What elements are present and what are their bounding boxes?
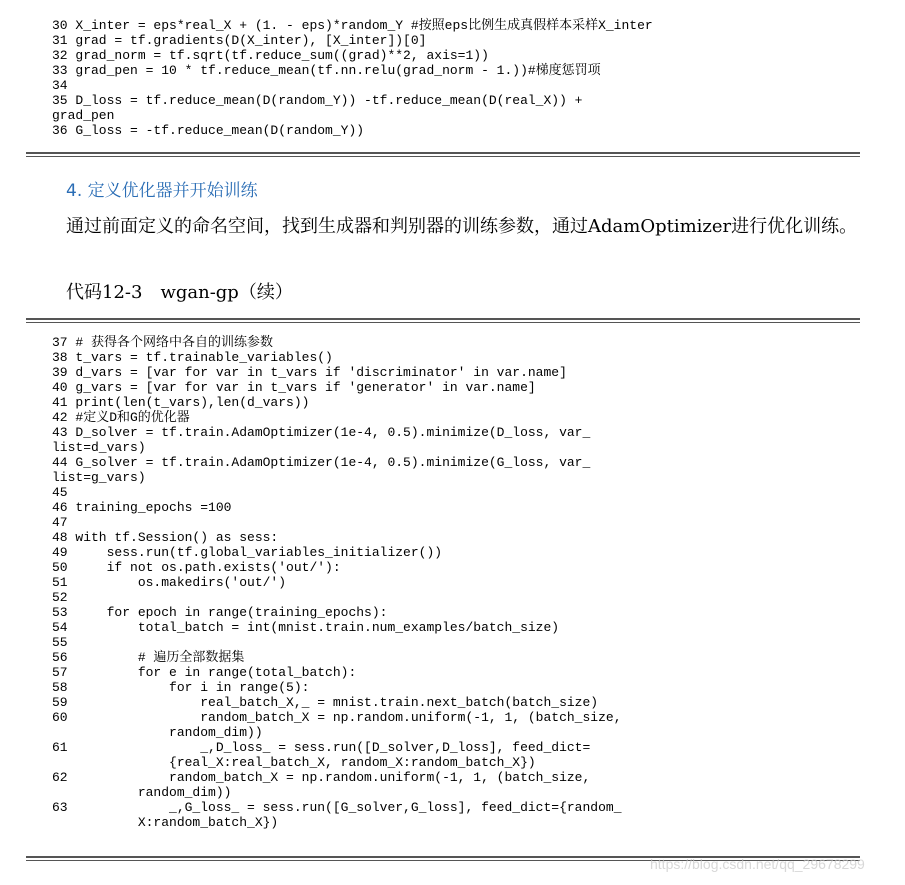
code-line: 39 d_vars = [var for var in t_vars if 'discriminator' in var.name] [52,365,567,380]
code-line: 50 if not os.path.exists('out/'): [52,560,341,575]
divider [26,322,860,323]
code-line: 44 G_solver = tf.train.AdamOptimizer(1e-4, 0.5).minimize(G_loss, var_ [52,455,591,470]
code-line: 43 D_solver = tf.train.AdamOptimizer(1e-4, 0.5).minimize(D_loss, var_ [52,425,591,440]
code-line: 35 D_loss = tf.reduce_mean(D(random_Y)) -tf.reduce_mean(D(real_X)) + [52,93,583,108]
code-caption: 代码12-3 wgan-gp（续） [66,282,293,303]
code-line: 33 grad_pen = 10 * tf.reduce_mean(tf.nn.relu(grad_norm - 1.))#梯度惩罚项 [52,63,601,78]
code-line: 49 sess.run(tf.global_variables_initializer()) [52,545,443,560]
code-line: 60 random_batch_X = np.random.uniform(-1, 1, (batch_size, [52,710,622,725]
code-line: 42 #定义D和G的优化器 [52,410,190,425]
code-line: list=g_vars) [52,470,146,485]
code-line: 31 grad = tf.gradients(D(X_inter), [X_inter])[0] [52,33,427,48]
code-line: 47 [52,515,68,530]
code-line: 51 os.makedirs('out/') [52,575,287,590]
code-line: 58 for i in range(5): [52,680,310,695]
code-line: random_dim)) [52,785,232,800]
divider [26,152,860,154]
code-line: X:random_batch_X}) [52,815,279,830]
code-line: 32 grad_norm = tf.sqrt(tf.reduce_sum((grad)**2, axis=1)) [52,48,489,63]
code-line: 40 g_vars = [var for var in t_vars if 'generator' in var.name] [52,380,536,395]
code-line: 55 [52,635,68,650]
code-line: 48 with tf.Session() as sess: [52,530,279,545]
code-block-2 [0,335,905,835]
code-line: 46 training_epochs =100 [52,500,232,515]
code-line: {real_X:real_batch_X, random_X:random_batch_X}) [52,755,536,770]
divider [26,318,860,320]
code-line: 34 [52,78,68,93]
code-block-1 [0,18,905,142]
code-line: random_dim)) [52,725,263,740]
divider [26,156,860,157]
code-line: 59 real_batch_X,_ = mnist.train.next_batch(batch_size) [52,695,599,710]
code-line: 53 for epoch in range(training_epochs): [52,605,388,620]
code-line: grad_pen [52,108,115,123]
section-heading: 4. 定义优化器并开始训练 [66,181,258,201]
code-line: 57 for e in range(total_batch): [52,665,357,680]
code-line: 61 _,D_loss_ = sess.run([D_solver,D_loss], feed_dict= [52,740,591,755]
code-line: 38 t_vars = tf.trainable_variables() [52,350,333,365]
code-line: 36 G_loss = -tf.reduce_mean(D(random_Y)) [52,123,365,138]
code-line: 56 # 遍历全部数据集 [52,650,245,665]
body-paragraph: 通过前面定义的命名空间，找到生成器和判别器的训练参数，通过AdamOptimizer进行优化训练。 [66,216,858,237]
code-line: 30 X_inter = eps*real_X + (1. - eps)*random_Y #按照eps比例生成真假样本采样X_inter [52,18,653,33]
code-line: 45 [52,485,68,500]
code-line: 37 # 获得各个网络中各自的训练参数 [52,335,274,350]
code-line: list=d_vars) [52,440,146,455]
code-line: 63 _,G_loss_ = sess.run([G_solver,G_loss], feed_dict={random_ [52,800,622,815]
watermark: https://blog.csdn.net/qq_29678299 [650,856,865,872]
code-line: 62 random_batch_X = np.random.uniform(-1, 1, (batch_size, [52,770,591,785]
code-line: 41 print(len(t_vars),len(d_vars)) [52,395,310,410]
code-line: 52 [52,590,68,605]
code-line: 54 total_batch = int(mnist.train.num_examples/batch_size) [52,620,560,635]
